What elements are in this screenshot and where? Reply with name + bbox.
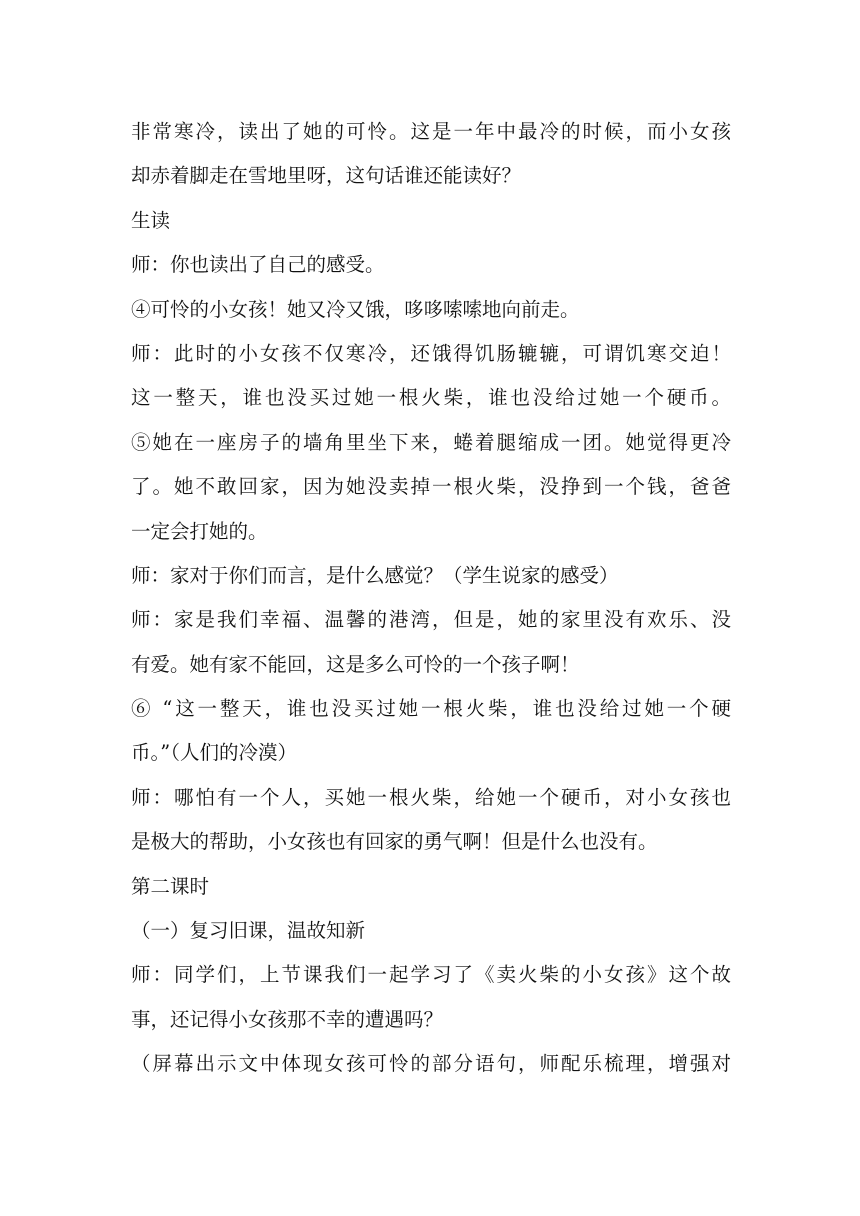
text-line: （屏幕出示文中体现女孩可怜的部分语句，师配乐梳理，增强对 (131, 1052, 731, 1076)
text-line: 师：此时的小女孩不仅寒冷，还饿得饥肠辘辘，可谓饥寒交迫！ (131, 341, 731, 365)
text-line: 有爱。她有家不能回，这是多么可怜的一个孩子啊！ (131, 652, 580, 676)
text-line: 师：家对于你们而言，是什么感觉？（学生说家的感受） (131, 563, 619, 587)
text-line: 是极大的帮助，小女孩也有回家的勇气啊！但是什么也没有。 (131, 830, 658, 854)
text-line: ⑤她在一座房子的墙角里坐下来，蜷着腿缩成一团。她觉得更冷 (131, 430, 731, 454)
text-line: 师：你也读出了自己的感受。 (131, 253, 385, 277)
text-line: 第二课时 (131, 874, 210, 898)
text-line: 师：哪怕有一个人，买她一根火柴，给她一个硬币，对小女孩也 (131, 785, 731, 809)
text-line: 师：家是我们幸福、温馨的港湾，但是，她的家里没有欢乐、没 (131, 608, 731, 632)
text-line: （一）复习旧课，温故知新 (131, 919, 366, 943)
text-line: 非常寒冷，读出了她的可怜。这是一年中最冷的时候，而小女孩 (131, 120, 731, 143)
text-line: 这一整天，谁也没买过她一根火柴，谁也没给过她一个硬币。 (131, 386, 731, 410)
text-line: 师：同学们，上节课我们一起学习了《卖火柴的小女孩》这个故 (131, 963, 731, 987)
text-line: 了。她不敢回家，因为她没卖掉一根火柴，没挣到一个钱，爸爸 (131, 475, 731, 499)
text-line: 却赤着脚走在雪地里呀，这句话谁还能读好？ (131, 164, 522, 188)
text-line: 一定会打她的。 (131, 519, 268, 543)
document-text (131, 110, 731, 1087)
text-line: ⑥ “这一整天，谁也没买过她一根火柴，谁也没给过她一个硬 (131, 697, 731, 721)
text-line: 生读 (131, 208, 171, 232)
text-line: 币。”（人们的冷漠） (131, 741, 297, 765)
text-line: 事，还记得小女孩那不幸的遭遇吗？ (131, 1007, 444, 1031)
text-line: ④可怜的小女孩！她又冷又饿，哆哆嗦嗦地向前走。 (131, 297, 580, 321)
